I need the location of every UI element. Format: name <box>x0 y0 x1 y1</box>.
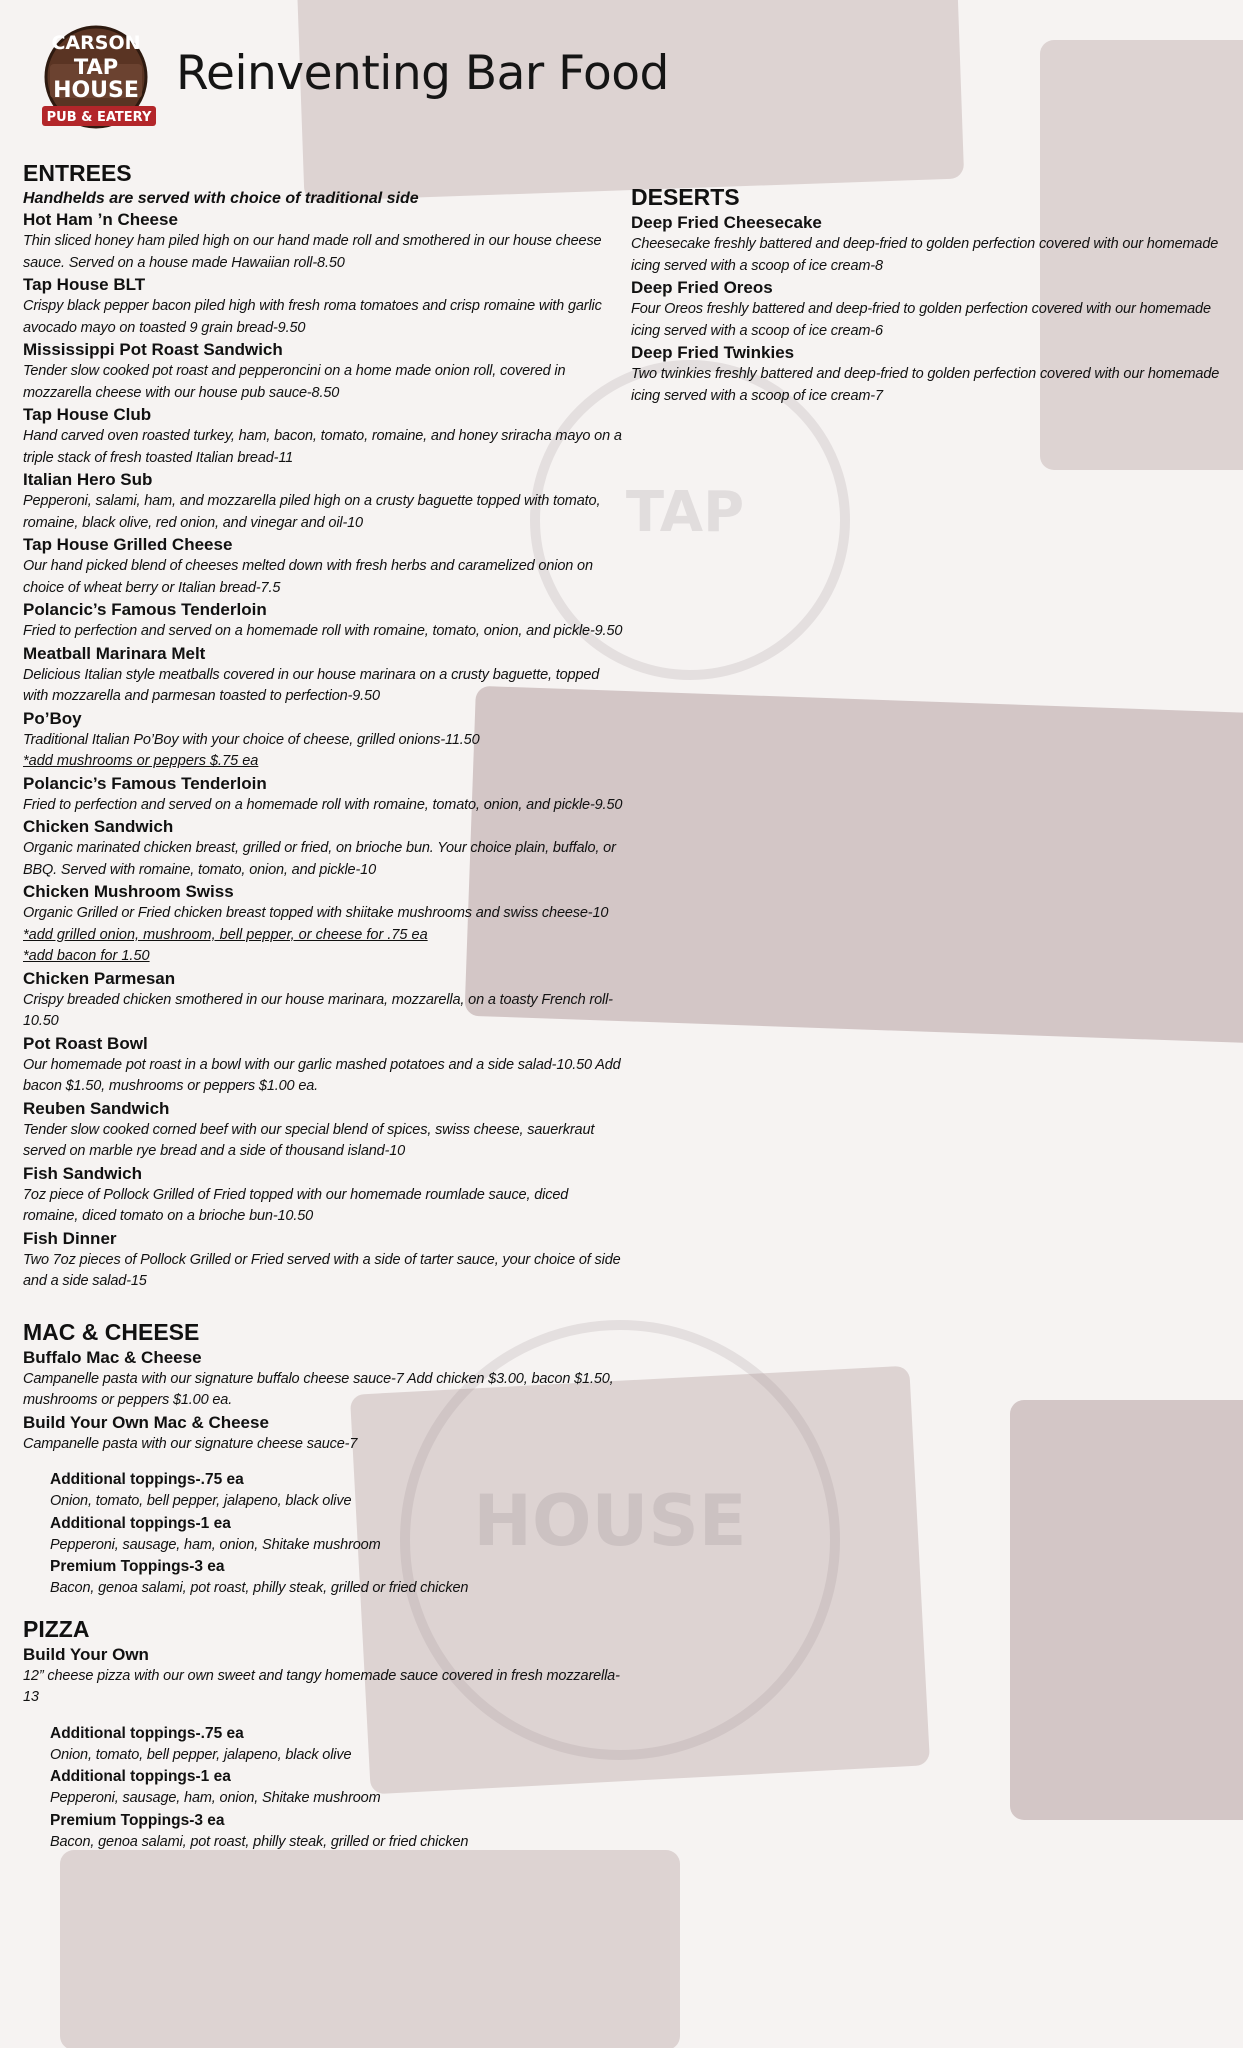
item-name: Meatball Marinara Melt <box>23 643 206 663</box>
entree-item <box>23 339 623 404</box>
page-title: Reinventing Bar Food <box>176 46 669 101</box>
entree-item <box>23 534 623 599</box>
desert-item <box>631 342 1221 407</box>
item-name: Deep Fried Cheesecake <box>631 213 822 232</box>
pizza-toppings <box>23 1723 623 1854</box>
topping-name: Additional toppings-.75 ea <box>50 1471 244 1488</box>
topping-name: Premium Toppings-3 ea <box>50 1558 225 1575</box>
item-note: *add bacon for 1.50 <box>23 948 150 964</box>
item-name: Pot Roast Bowl <box>23 1033 148 1053</box>
brick-background: TAP HOUSE <box>0 0 1243 2048</box>
left-column <box>23 158 623 1853</box>
entree-item <box>23 1033 623 1098</box>
item-name: Tap House Grilled Cheese <box>23 535 233 554</box>
entree-item <box>23 1228 623 1293</box>
entrees-subheading: Handhelds are served with choice of traditional side <box>23 190 419 207</box>
entree-item <box>23 1098 623 1163</box>
item-desc: Four Oreos freshly battered and deep-fried to golden perfection covered with our homemade icing served with a scoop of ice cream-6 <box>631 301 1211 339</box>
item-name: Italian Hero Sub <box>23 470 153 489</box>
item-desc: 12” cheese pizza with our own sweet and tangy homemade sauce covered in fresh mozzarella-13 <box>23 1667 620 1705</box>
item-desc: Campanelle pasta with our signature cheese sauce-7 <box>23 1435 358 1452</box>
topping-list: Pepperoni, sausage, ham, onion, Shitake mushroom <box>50 1536 381 1553</box>
item-note: *add grilled onion, mushroom, bell pepper, or cheese for .75 ea <box>23 926 428 943</box>
mac-heading: MAC & CHEESE <box>23 1318 200 1345</box>
topping-name: Additional toppings-1 ea <box>50 1514 231 1532</box>
entree-item <box>23 1163 623 1228</box>
entree-item <box>23 404 623 469</box>
item-desc: Two twinkies freshly battered and deep-fried to golden perfection covered with our homemade icing served with a scoop of ice cream-7 <box>631 366 1220 404</box>
topping-name: Additional toppings-1 ea <box>50 1768 231 1785</box>
item-desc: Thin sliced honey ham piled high on our hand made roll and smothered in our house cheese sauce. Served on a house made Hawaiian roll-8.50 <box>23 233 602 271</box>
item-desc: 7oz piece of Pollock Grilled of Fried topped with our homemade roumlade sauce, diced romaine, diced tomato on a brioche bun-10.50 <box>23 1186 569 1224</box>
entree-item <box>23 274 623 339</box>
logo-text-mid2: HOUSE <box>53 78 139 103</box>
pizza-item <box>23 1644 623 1709</box>
item-name: Deep Fried Oreos <box>631 278 773 297</box>
item-desc: Fried to perfection and served on a homemade roll with romaine, tomato, onion, and pickle-9.50 <box>23 623 623 639</box>
topping-name: Premium Toppings-3 ea <box>50 1811 225 1829</box>
item-name: Polancic’s Famous Tenderloin <box>23 773 267 793</box>
item-desc: Our hand picked blend of cheeses melted down with fresh herbs and caramelized onion on choice of wheat berry or Italian bread-7.5 <box>23 558 593 596</box>
item-name: Build Your Own Mac & Cheese <box>23 1412 269 1432</box>
item-desc: Two 7oz pieces of Pollock Grilled or Fried served with a side of tarter sauce, your choice of side and a side salad-15 <box>23 1251 621 1289</box>
item-name: Po’Boy <box>23 708 82 728</box>
item-desc: Crispy breaded chicken smothered in our house marinara, mozzarella, on a toasty French roll-10.50 <box>23 991 613 1029</box>
entree-item <box>23 209 623 274</box>
entree-item <box>23 816 623 881</box>
item-desc: Tender slow cooked pot roast and pepperoncini on a home made onion roll, covered in mozzarella cheese with our house pub sauce-8.50 <box>23 363 566 401</box>
mac-item <box>23 1412 623 1456</box>
item-name: Reuben Sandwich <box>23 1098 170 1118</box>
entree-item <box>23 469 623 534</box>
item-desc: Crispy black pepper bacon piled high with fresh roma tomatoes and crisp romaine with garlic avocado mayo on toasted 9 grain bread-9.50 <box>23 298 602 336</box>
logo-text-mid1: TAP <box>73 55 119 79</box>
deserts-heading: DESERTS <box>631 184 740 210</box>
item-note: *add mushrooms or peppers $.75 ea <box>23 753 259 769</box>
item-desc: Cheesecake freshly battered and deep-fried to golden perfection covered with our homemade icing served with a scoop of ice cream-8 <box>631 236 1219 274</box>
item-name: Chicken Mushroom Swiss <box>23 882 234 901</box>
entree-item <box>23 881 623 968</box>
item-name: Hot Ham ’n Cheese <box>23 210 178 229</box>
item-name: Deep Fried Twinkies <box>631 343 795 362</box>
topping-list: Bacon, genoa salami, pot roast, philly steak, grilled or fried chicken <box>50 1580 469 1596</box>
right-column <box>631 182 1221 407</box>
item-name: Polancic’s Famous Tenderloin <box>23 600 267 619</box>
entrees-heading: ENTREES <box>23 160 132 186</box>
topping-list: Onion, tomato, bell pepper, jalapeno, black olive <box>50 1493 352 1509</box>
carson-tap-house-logo <box>36 22 166 132</box>
pizza-heading: PIZZA <box>23 1615 90 1642</box>
logo-text-top: CARSON <box>51 32 141 54</box>
entree-item <box>23 599 623 643</box>
entree-item <box>23 968 623 1033</box>
entree-item <box>23 773 623 817</box>
item-desc: Delicious Italian style meatballs covered in our house marinara on a crusty baguette, topped with mozzarella and parmesan toasted to perfection-9.50 <box>23 666 600 704</box>
item-name: Mississippi Pot Roast Sandwich <box>23 340 283 359</box>
desert-item <box>631 212 1221 277</box>
topping-list: Bacon, genoa salami, pot roast, philly steak, grilled or fried chicken <box>50 1833 469 1850</box>
topping-list: Onion, tomato, bell pepper, jalapeno, black olive <box>50 1746 352 1763</box>
item-name: Chicken Sandwich <box>23 817 174 836</box>
item-desc: Tender slow cooked corned beef with our special blend of spices, swiss cheese, sauerkraut served on marble rye bread and a side of thousand island-10 <box>23 1121 595 1159</box>
item-desc: Hand carved oven roasted turkey, ham, bacon, tomato, romaine, and honey sriracha mayo on a triple stack of fresh toasted Italian bread-11 <box>23 428 622 466</box>
item-name: Tap House BLT <box>23 275 146 294</box>
item-desc: Campanelle pasta with our signature buffalo cheese sauce-7 Add chicken $3.00, bacon $1.50, mushrooms or peppers $1.00 ea. <box>23 1370 614 1408</box>
item-name: Buffalo Mac & Cheese <box>23 1347 202 1367</box>
topping-name: Additional toppings-.75 ea <box>50 1724 244 1742</box>
logo-text-bottom: PUB & EATERY <box>46 110 152 125</box>
item-name: Tap House Club <box>23 405 152 424</box>
item-desc: Organic marinated chicken breast, grilled or fried, on brioche bun. Your choice plain, buffalo, or BBQ. Served with romaine, tomato, onion, and pickle-10 <box>23 840 616 878</box>
item-name: Build Your Own <box>23 1644 149 1664</box>
entree-item <box>23 708 623 773</box>
item-name: Chicken Parmesan <box>23 968 176 988</box>
desert-item <box>631 277 1221 342</box>
entree-item <box>23 643 623 708</box>
item-desc: Traditional Italian Po’Boy with your choice of cheese, grilled onions-11.50 <box>23 731 480 748</box>
item-name: Fish Dinner <box>23 1228 117 1248</box>
item-desc: Our homemade pot roast in a bowl with our garlic mashed potatoes and a side salad-10.50 Add bacon $1.50, mushrooms or peppers $1.00 ea. <box>23 1056 621 1094</box>
item-name: Fish Sandwich <box>23 1163 143 1183</box>
mac-toppings <box>23 1469 623 1600</box>
item-desc: Pepperoni, salami, ham, and mozzarella piled high on a crusty baguette topped with tomato, romaine, black olive, red onion, and vinegar and oil-10 <box>23 493 601 531</box>
topping-list: Pepperoni, sausage, ham, onion, Shitake mushroom <box>50 1790 381 1806</box>
item-desc: Organic Grilled or Fried chicken breast topped with shiitake mushrooms and swiss cheese-10 <box>23 905 609 921</box>
mac-item <box>23 1347 623 1412</box>
item-desc: Fried to perfection and served on a homemade roll with romaine, tomato, onion, and pickle-9.50 <box>23 796 623 813</box>
